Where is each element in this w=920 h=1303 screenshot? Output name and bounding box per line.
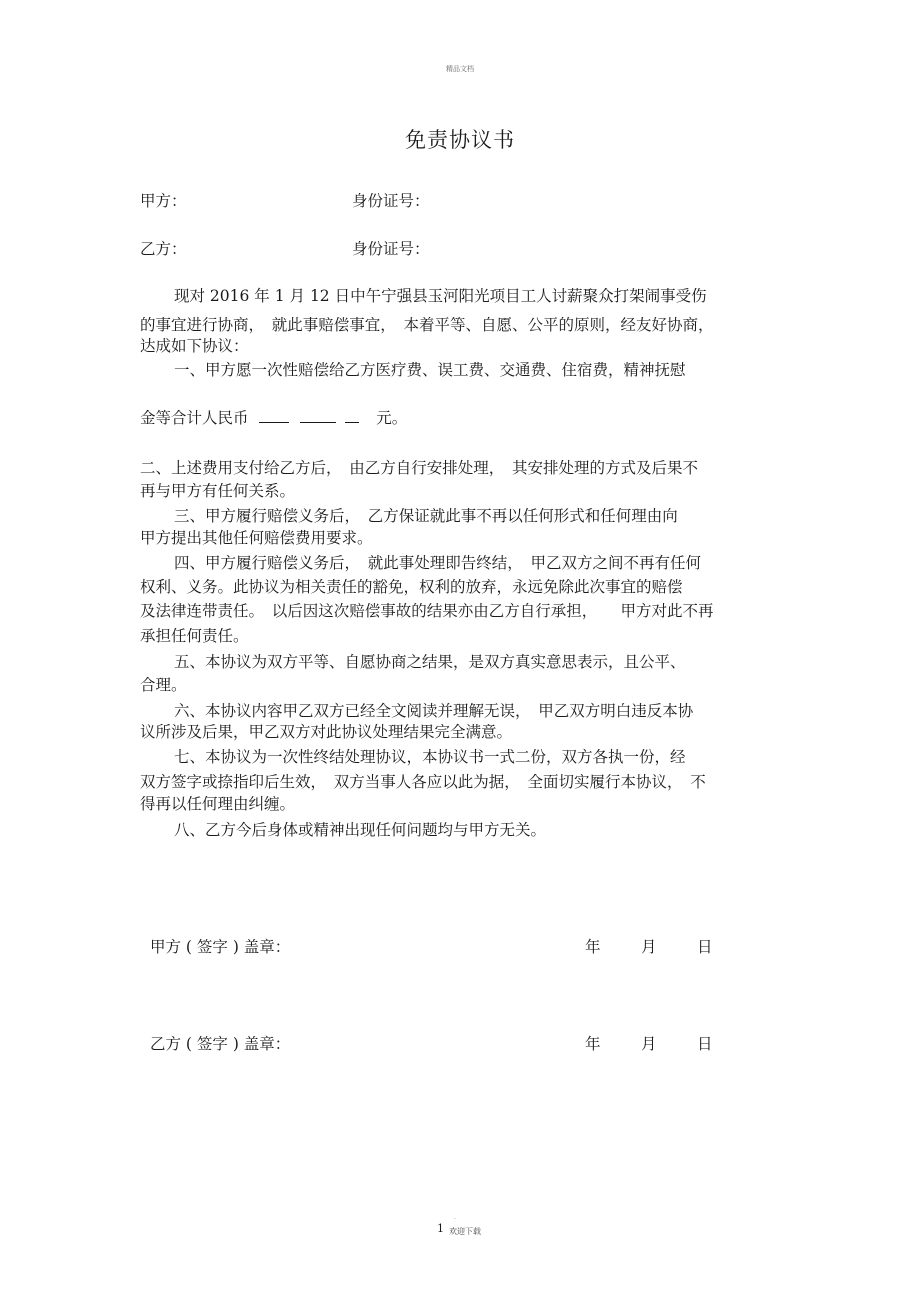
party-a-id-label: 身份证号： — [352, 192, 430, 210]
clause-7-line-1: 七、本协议为一次性终结处理协议，本协议书一式二份，双方各执一份，经 — [174, 748, 686, 766]
intro-line-3: 达成如下协议： — [140, 337, 249, 355]
party-a-label: 甲方： — [140, 192, 187, 210]
header-mark: 精品文档 — [446, 65, 474, 73]
party-a-month-label: 月 — [641, 938, 657, 956]
party-a-day-label: 日 — [697, 938, 713, 956]
clause-4-line-3: 及法律连带责任。 以后因这次赔偿事故的结果亦由乙方自行承担， 甲方对此不再 — [140, 602, 714, 620]
party-b-day-label: 日 — [697, 1035, 713, 1053]
clause-4-line-4: 承担任何责任。 — [140, 627, 249, 645]
clause-2-line-1: 二、上述费用支付给乙方后， 由乙方自行安排处理， 其安排处理的方式及后果不 — [140, 459, 699, 477]
clause-4-line-2: 权利、义务。此协议为相关责任的豁免，权利的放弃，永远免除此次事宜的赔偿 — [140, 578, 683, 596]
party-a-year-label: 年 — [585, 938, 601, 956]
clause-3-line-1: 三、甲方履行赔偿义务后， 乙方保证就此事不再以任何形式和任何理由向 — [174, 507, 678, 525]
clause-4-line-1: 四、甲方履行赔偿义务后， 就此事处理即告终结， 甲乙双方之间不再有任何 — [174, 554, 702, 572]
clause-6-line-1: 六、本协议内容甲乙双方已经全文阅读并理解无误， 甲乙双方明白违反本协 — [174, 702, 694, 720]
document-title: 免责协议书 — [405, 128, 515, 152]
clause-3-line-2: 甲方提出其他任何赔偿费用要求。 — [140, 529, 373, 547]
party-b-month-label: 月 — [641, 1035, 657, 1053]
clause-1-amount-line — [140, 406, 407, 428]
clause-1-amount-suffix: 元。 — [376, 409, 408, 427]
clause-1-amount-prefix: 金等合计人民币 — [140, 409, 249, 427]
clause-6-line-2: 议所涉及后果，甲乙双方对此协议处理结果完全满意。 — [140, 723, 513, 741]
party-b-id-label: 身份证号： — [352, 240, 430, 258]
clause-8-line-1: 八、乙方今后身体或精神出现任何问题均与甲方无关。 — [174, 821, 547, 839]
footer-dot: . — [454, 1214, 456, 1221]
amount-blank-1[interactable] — [259, 408, 289, 423]
clause-1-line-1: 一、甲方愿一次性赔偿给乙方医疗费、误工费、交通费、住宿费，精神抚慰 — [174, 361, 686, 379]
clause-7-line-3: 得再以任何理由纠缠。 — [140, 795, 296, 813]
intro-line-2: 的事宜进行协商， 就此事赔偿事宜， 本着平等、自愿、公平的原则，经友好协商， — [140, 316, 714, 334]
party-b-label: 乙方： — [140, 240, 187, 258]
party-b-signature-label: 乙方 ( 签字 ) 盖章： — [150, 1035, 291, 1053]
clause-7-line-2: 双方签字或捺指印后生效， 双方当事人各应以此为据， 全面切实履行本协议， 不 — [140, 773, 706, 791]
page-number: 1 — [437, 1222, 444, 1235]
clause-5-line-2: 合理。 — [140, 676, 187, 694]
footer-note: 欢迎下载 — [449, 1227, 481, 1236]
amount-blank-2[interactable] — [300, 408, 336, 423]
party-a-signature-label: 甲方 ( 签字 ) 盖章： — [150, 938, 291, 956]
amount-blank-3[interactable] — [345, 408, 359, 423]
intro-line-1: 现对 2016 年 1 月 12 日中午宁强县玉河阳光项目工人讨薪聚众打架闹事受伤 — [174, 287, 707, 305]
clause-5-line-1: 五、本协议为双方平等、自愿协商之结果，是双方真实意思表示，且公平、 — [174, 653, 686, 671]
party-b-year-label: 年 — [585, 1035, 601, 1053]
clause-2-line-2: 再与甲方有任何关系。 — [140, 482, 296, 500]
